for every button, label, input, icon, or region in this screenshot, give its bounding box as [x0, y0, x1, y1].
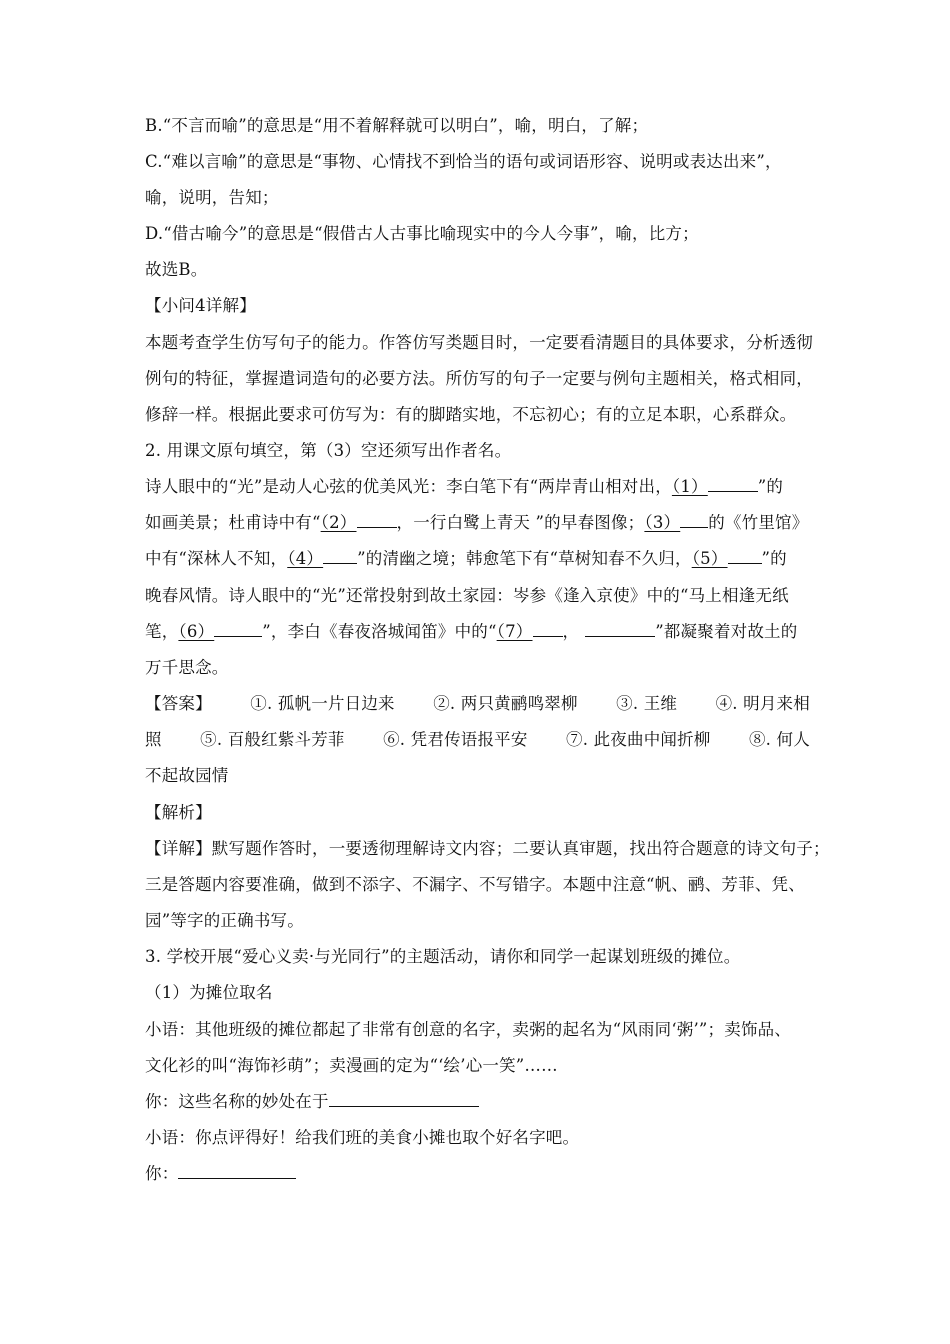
text: 中有“深林人不知，	[145, 549, 288, 568]
answer-item: ④. 明月来相	[715, 694, 810, 713]
blank-2	[357, 513, 397, 528]
paragraph-line: 园”等字的正确书写。	[145, 911, 304, 930]
blank-2-label: （2）	[320, 513, 357, 532]
dialogue-line: 小语：你点评得好！给我们班的美食小摊也取个好名字吧。	[145, 1128, 580, 1147]
dialogue-line	[145, 1092, 479, 1112]
answer-continuation: 不起故园情	[145, 766, 229, 785]
answer-item: ①. 孤帆一片日边来	[250, 694, 395, 713]
section-heading-q4: 【小问4详解】	[145, 296, 256, 315]
answer-blank	[329, 1092, 479, 1107]
text: 诗人眼中的“光”是动人心弦的优美风光：李白笔下有“两岸青山相对出，	[145, 477, 672, 496]
answer-item: 照	[145, 730, 162, 749]
answer-item: ⑧. 何人	[748, 730, 810, 749]
blank-5	[728, 549, 762, 564]
answer-blank	[178, 1164, 296, 1179]
text: ，一行白鹭上青天 ”的早春图像；	[396, 513, 645, 532]
text: 的《竹里馆》	[708, 513, 809, 532]
text: ，	[562, 622, 580, 641]
fill-blank-line	[145, 477, 783, 497]
blank-7-label: （7）	[496, 622, 533, 641]
paragraph-line: 万千思念。	[145, 658, 229, 677]
blank-6	[214, 622, 262, 637]
fill-blank-line	[145, 549, 787, 569]
paragraph-line: 修辞一样。根据此要求可仿写为：有的脚踏实地，不忘初心；有的立足本职，心系群众。	[145, 405, 797, 424]
option-d-explanation: D.“借古喻今”的意思是“假借古人古事比喻现实中的今人今事”，喻，比方；	[145, 224, 699, 243]
question-3-title: 3. 学校开展“爱心义卖·与光同行”的主题活动，请你和同学一起谋划班级的摊位。	[145, 947, 741, 966]
answer-item: ③. 王维	[616, 694, 678, 713]
blank-1	[708, 477, 758, 492]
blank-3	[680, 513, 708, 528]
answer-row	[145, 694, 810, 714]
option-c-explanation: C.“难以言喻”的意思是“事物、心情找不到恰当的语句或词语形容、说明或表达出来”，	[145, 152, 782, 171]
blank-5-label: （5）	[691, 549, 728, 568]
text: 你：这些名称的妙处在于	[145, 1092, 329, 1111]
text: 笔，	[145, 622, 179, 641]
option-c-continuation: 喻，说明，告知；	[145, 188, 279, 207]
dialogue-line: 小语：其他班级的摊位都起了非常有创意的名字，卖粥的起名为“风雨同‘粥’”；卖饰品、	[145, 1020, 792, 1039]
blank-4-label: （4）	[287, 549, 324, 568]
paragraph-line: 【详解】默写题作答时，一要透彻理解诗文内容；二要认真审题，找出符合题意的诗文句子；	[145, 839, 830, 858]
answer-item: ⑤. 百般红紫斗芳菲	[200, 730, 345, 749]
fill-blank-line	[145, 513, 808, 533]
answer-choice: 故选B。	[145, 260, 208, 279]
blank-1-label: （1）	[671, 477, 708, 496]
answer-label: 【答案】	[145, 694, 212, 713]
blank-4	[323, 549, 357, 564]
paragraph-line: 本题考查学生仿写句子的能力。作答仿写类题目时，一定要看清题目的具体要求，分析透彻	[145, 333, 813, 352]
text: 你：	[145, 1164, 179, 1183]
paragraph-line: 晚春风情。诗人眼中的“光”还常投射到故土家园：岑参《逢入京使》中的“马上相逢无纸	[145, 586, 789, 605]
paragraph-line: 三是答题内容要准确，做到不添字、不漏字、不写错字。本题中注意“帆、鹂、芳菲、凭、	[145, 875, 805, 894]
blank-6-label: （6）	[178, 622, 215, 641]
option-b-explanation: B.“不言而喻”的意思是“用不着解释就可以明白”，喻，明白，了解；	[145, 116, 649, 135]
blank-3-label: （3）	[644, 513, 681, 532]
dialogue-line: 文化衫的叫“海饰衫萌”；卖漫画的定为“‘绘’心一笑”……	[145, 1056, 558, 1075]
text: ”都凝聚着对故土的	[655, 622, 798, 641]
answer-row	[145, 730, 810, 750]
text: ”的	[761, 549, 787, 568]
answer-item: ②. 两只黄鹂鸣翠柳	[433, 694, 578, 713]
text: ”的	[757, 477, 784, 496]
paragraph-line: 例句的特征，掌握遣词造句的必要方法。所仿写的句子一定要与例句主题相关，格式相同，	[145, 369, 813, 388]
blank-8	[585, 622, 655, 637]
sub-question-1: （1）为摊位取名	[145, 983, 273, 1002]
text: 如画美景；杜甫诗中有“	[145, 513, 321, 532]
fill-blank-line	[145, 622, 797, 642]
text: ”，李白《春夜洛城闻笛》中的“	[262, 622, 497, 641]
analysis-label: 【解析】	[145, 803, 212, 822]
text: ”的清幽之境；韩愈笔下有“草树知春不久归，	[357, 549, 692, 568]
answer-item: ⑦. 此夜曲中闻折柳	[566, 730, 711, 749]
blank-7	[533, 622, 563, 637]
answer-item: ⑥. 凭君传语报平安	[383, 730, 528, 749]
dialogue-line	[145, 1164, 296, 1184]
question-2-title: 2. 用课文原句填空，第（3）空还须写出作者名。	[145, 441, 512, 460]
